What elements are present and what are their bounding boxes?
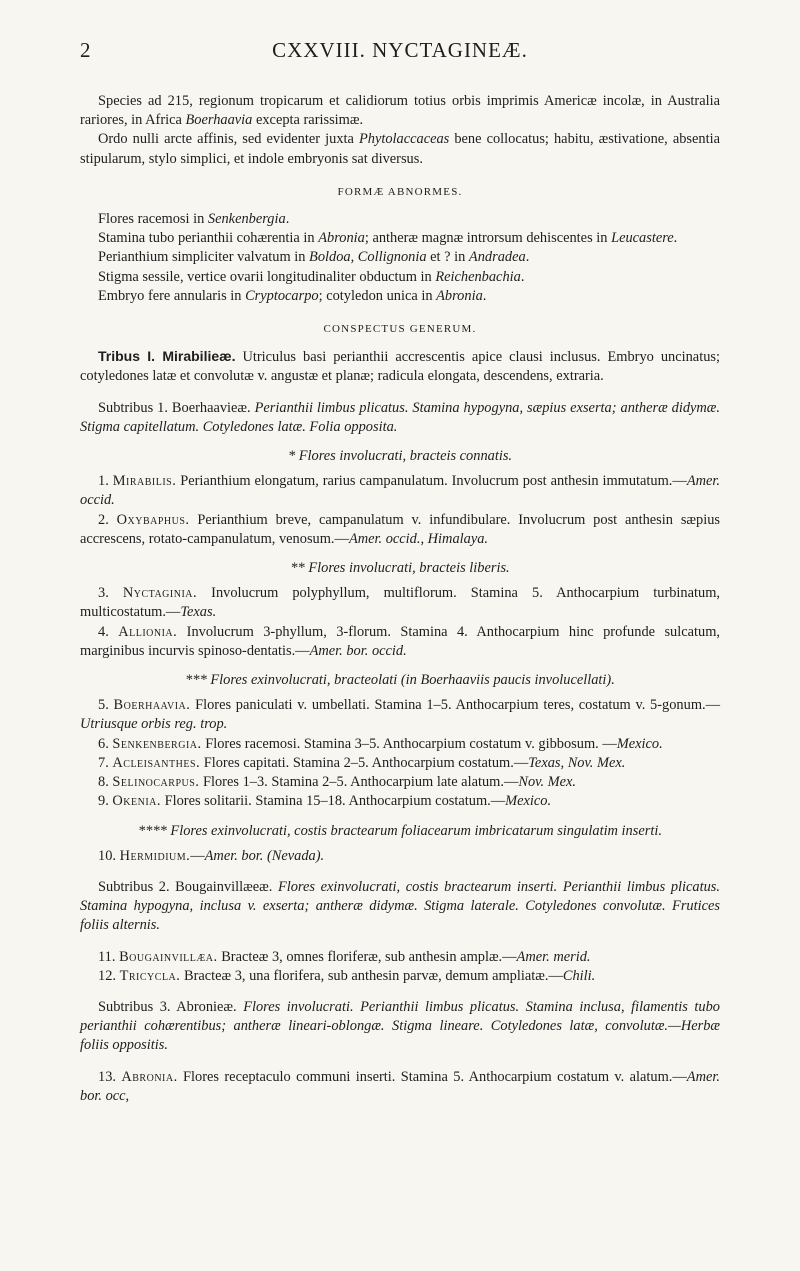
genus-num: 12. [98, 967, 120, 984]
genus-name: Allionia. [118, 623, 178, 640]
genus-dist: Texas. [180, 604, 217, 621]
genus-num: 9. [98, 793, 113, 810]
genus-dist: Nov. Mex. [518, 774, 577, 791]
genus-entry [80, 1068, 720, 1106]
subtribus-2: Subtribus 2. Bougainvillæeæ. Flores exinvolucrati, costis bractearum inserti. Perianthii limbus plicatus. Stamina hypogyna, inclusa v. exserta; antheræ didymæ. Stigma laterale. Cotyledones convolutæ. Frutices foliis alternis. [80, 878, 720, 934]
formae-line: Flores racemosi in Senkenbergia. [98, 211, 290, 228]
genus-list-1 [80, 472, 720, 549]
genus-num: 10. [98, 847, 120, 864]
genus-entry [80, 847, 720, 866]
genus-num: 2. [98, 511, 117, 528]
genus-text: Bracteæ 3, omnes floriferæ, sub anthesin amplæ.— [217, 948, 517, 965]
group-heading-2: ** Flores involucrati, bracteis liberis. [290, 560, 510, 577]
genus-text: Flores receptaculo communi inserti. Stamina 5. Anthocarpium costatum v. alatum.— [177, 1068, 687, 1085]
genus-text: Perianthium elongatum, rarius campanulatum. Involucrum post anthesin immutatum.— [176, 473, 687, 490]
genus-entry [80, 511, 720, 549]
genus-name: Nyctaginia. [122, 585, 198, 602]
group-heading-4: **** Flores exinvolucrati, costis bractearum foliacearum imbricatarum singulatim inserti. [138, 822, 662, 839]
genus-dist: Texas, Nov. Mex. [528, 754, 626, 771]
genus-num: 1. [98, 473, 113, 490]
genus-name: Senkenbergia. [112, 735, 202, 752]
genus-dist: Amer. bor. (Nevada). [204, 847, 325, 864]
formae-line: Embryo fere annularis in Cryptocarpo; cotyledon unica in Abronia. [98, 287, 487, 304]
genus-list-2 [80, 584, 720, 661]
genus-name: Acleisanthes. [112, 754, 201, 771]
genus-num: 13. [98, 1068, 122, 1085]
genus-name: Mirabilis. [112, 473, 177, 490]
genus-text: Flores 1–3. Stamina 2–5. Anthocarpium late alatum.— [199, 774, 519, 791]
genus-list-6 [80, 1068, 720, 1106]
genus-dist: Amer. merid. [516, 948, 591, 965]
genus-num: 5. [98, 697, 114, 714]
genus-text: Bracteæ 3, una florifera, sub anthesin parvæ, demum ampliatæ.— [180, 967, 563, 984]
formae-line: Stigma sessile, vertice ovarii longitudinaliter obductum in Reichenbachia. [98, 268, 525, 285]
genus-dist: Amer. occid. [80, 473, 720, 509]
subtribus-3: Subtribus 3. Abronieæ. Flores involucrati. Perianthii limbus plicatus. Stamina inclusa, filamentis tubo perianthii cohærentibus; antheræ lineari-oblongæ. Stigma lineare. Cotyledones latæ, convolutæ.—Herbæ foliis oppositis. [80, 998, 720, 1054]
genus-entry [80, 623, 720, 661]
genus-num: 6. [98, 735, 113, 752]
genus-list-5 [80, 948, 720, 986]
formae-line: Stamina tubo perianthii cohærentia in Abronia; antheræ magnæ introrsum dehiscentes in Leucastere. [98, 230, 678, 247]
genus-entry [80, 584, 720, 622]
genus-name: Okenia. [112, 793, 161, 810]
genus-name: Hermidium. [119, 847, 191, 864]
genus-dist: Amer. bor. occ, [80, 1068, 720, 1104]
genus-list-4 [80, 847, 720, 866]
genus-text: Perianthium breve, campanulatum v. infundibulare. Involucrum post anthesin sæpius accrescens, rotato-campanulatum, venosum.— [80, 511, 721, 547]
tribus-label: Tribus I. Mirabilieæ. [98, 348, 236, 365]
page-title: CXXVIII. NYCTAGINEÆ. [272, 38, 528, 62]
group-heading-3: *** Flores exinvolucrati, bracteolati (in Boerhaaviis paucis involucellati). [185, 672, 615, 689]
section-heading-conspectus: CONSPECTUS GENERUM. [323, 323, 477, 336]
genus-entry [80, 948, 720, 967]
intro-paragraph-2: Ordo nulli arcte affinis, sed evidenter juxta Phytolaccaceas bene collocatus; habitu, æstivatione, absentia stipularum, stylo simplici, et indole embryonis sat diversus. [80, 131, 720, 167]
genus-dist: Mexico. [616, 735, 663, 752]
genus-entry [80, 696, 720, 734]
genus-dist: Utriusque orbis reg. trop. [80, 716, 228, 733]
formae-line: Perianthium simpliciter valvatum in Boldoa, Collignonia et ? in Andradea. [98, 249, 530, 266]
genus-name: Selinocarpus. [112, 774, 200, 791]
genus-dist: Amer. occid., Himalaya. [348, 530, 489, 547]
genus-num: 8. [98, 774, 113, 791]
genus-num: 3. [98, 585, 123, 602]
running-header [80, 38, 720, 68]
genus-text: — [190, 847, 205, 864]
genus-text: Flores racemosi. Stamina 3–5. Anthocarpium costatum v. gibbosum. — [201, 735, 617, 752]
page-number: 2 [80, 38, 91, 62]
genus-list-3 [80, 696, 720, 811]
genus-text: Flores capitati. Stamina 2–5. Anthocarpium costatum.— [200, 754, 529, 771]
genus-entry [80, 472, 720, 510]
genus-name: Abronia. [121, 1068, 178, 1085]
genus-num: 4. [98, 623, 119, 640]
genus-dist: Chili. [562, 967, 596, 984]
group-heading-1: * Flores involucrati, bracteis connatis. [287, 448, 513, 465]
genus-text: Flores solitarii. Stamina 15–18. Anthocarpium costatum.— [160, 793, 506, 810]
genus-dist: Mexico. [505, 793, 552, 810]
page-body [80, 92, 720, 1106]
genus-dist: Amer. bor. occid. [309, 642, 407, 659]
genus-name: Bougainvillæa. [119, 948, 218, 965]
genus-num: 11. [98, 948, 120, 965]
tribus-paragraph: Tribus I. Mirabilieæ. Utriculus basi perianthii accrescentis apice clausi inclusus. Embryo uncinatus; cotyledones latæ et convolutæ v. angustæ et planæ; radicula elongata, descendens, extraria. [80, 348, 720, 385]
genus-entry [80, 967, 720, 986]
genus-text: Flores paniculati v. umbellati. Stamina 1–5. Anthocarpium teres, costatum v. 5-gonum.— [190, 697, 720, 714]
genus-name: Tricycla. [119, 967, 181, 984]
subtribus-1: Subtribus 1. Boerhaavieæ. Perianthii limbus plicatus. Stamina hypogyna, sæpius exserta; antheræ didymæ. Stigma capitellatum. Cotyledones latæ. Folia opposita. [80, 399, 720, 435]
genus-entry [80, 792, 720, 811]
genus-entry [80, 754, 720, 773]
genus-text: Involucrum polyphyllum, multiflorum. Stamina 5. Anthocarpium turbinatum, multicostatum.— [80, 585, 720, 621]
intro-paragraph-1: Species ad 215, regionum tropicarum et calidiorum totius orbis imprimis Americæ incolæ, in Australia rariores, in Africa Boerhaavia excepta rarissimæ. [80, 93, 720, 129]
section-heading-formae: FORMÆ ABNORMES. [337, 185, 463, 198]
genus-name: Oxybaphus. [116, 511, 190, 528]
genus-text: Involucrum 3-phyllum, 3-florum. Stamina 4. Anthocarpium hinc profunde sulcatum, marginibus incurvis spinoso-dentatis.— [80, 623, 720, 659]
genus-num: 7. [98, 754, 113, 771]
genus-entry [80, 735, 720, 754]
genus-entry [80, 773, 720, 792]
genus-name: Boerhaavia. [113, 697, 191, 714]
